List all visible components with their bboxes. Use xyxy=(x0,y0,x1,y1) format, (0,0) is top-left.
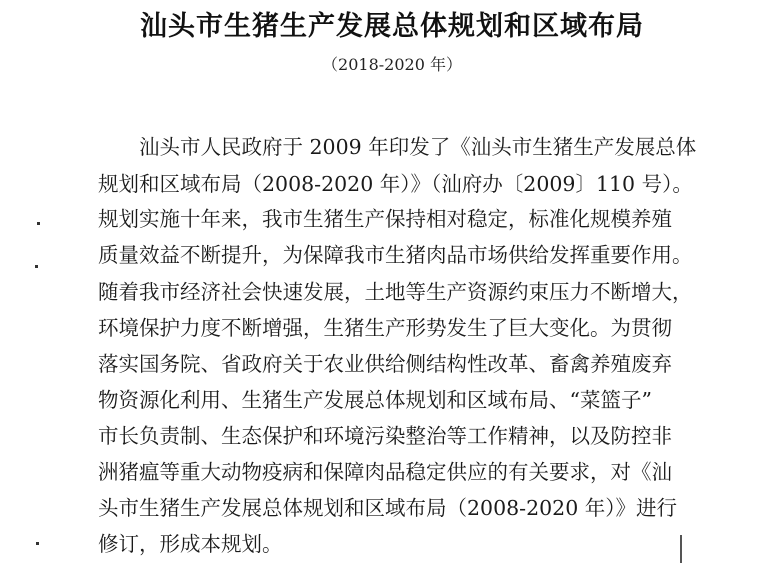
paragraph-line-10: 洲猪瘟等重大动物疫病和保障肉品稳定供应的有关要求，对《汕 xyxy=(98,460,672,484)
paragraph-line-7: 落实国务院、省政府关于农业供给侧结构性改革、畜禽养殖废弃 xyxy=(98,352,672,376)
paragraph-line-3: 规划实施十年来，我市生猪生产保持相对稳定，标准化规模养殖 xyxy=(98,207,672,231)
scan-mark xyxy=(36,542,39,545)
paragraph-line-4: 质量效益不断提升，为保障我市生猪肉品市场供给发挥重要作用。 xyxy=(98,243,693,267)
paragraph-line-2: 规划和区域布局（2008-2020 年）》（汕府办〔2009〕110 号）。 xyxy=(98,172,693,196)
paragraph-line-11: 头市生猪生产发展总体规划和区域布局（2008-2020 年）》进行 xyxy=(98,496,678,520)
paragraph-line-8: 物资源化利用、生猪生产发展总体规划和区域布局、“菜篮子” xyxy=(98,388,652,412)
scan-mark xyxy=(35,265,38,268)
paragraph-line-9: 市长负责制、生态保护和环境污染整治等工作精神，以及防控非 xyxy=(98,424,672,448)
document-subtitle: （2018-2020 年） xyxy=(322,55,462,74)
scan-mark xyxy=(37,222,40,225)
document-title: 汕头市生猪生产发展总体规划和区域布局 xyxy=(140,11,644,42)
scan-mark xyxy=(680,535,682,563)
paragraph-line-5: 随着我市经济社会快速发展，土地等生产资源约束压力不断增大， xyxy=(98,280,693,304)
paragraph-line-6: 环境保护力度不断增强，生猪生产形势发生了巨大变化。为贯彻 xyxy=(98,316,672,340)
paragraph-line-12: 修订，形成本规划。 xyxy=(98,532,283,556)
paragraph-line-1: 汕头市人民政府于 2009 年印发了《汕头市生猪生产发展总体 xyxy=(139,135,697,159)
